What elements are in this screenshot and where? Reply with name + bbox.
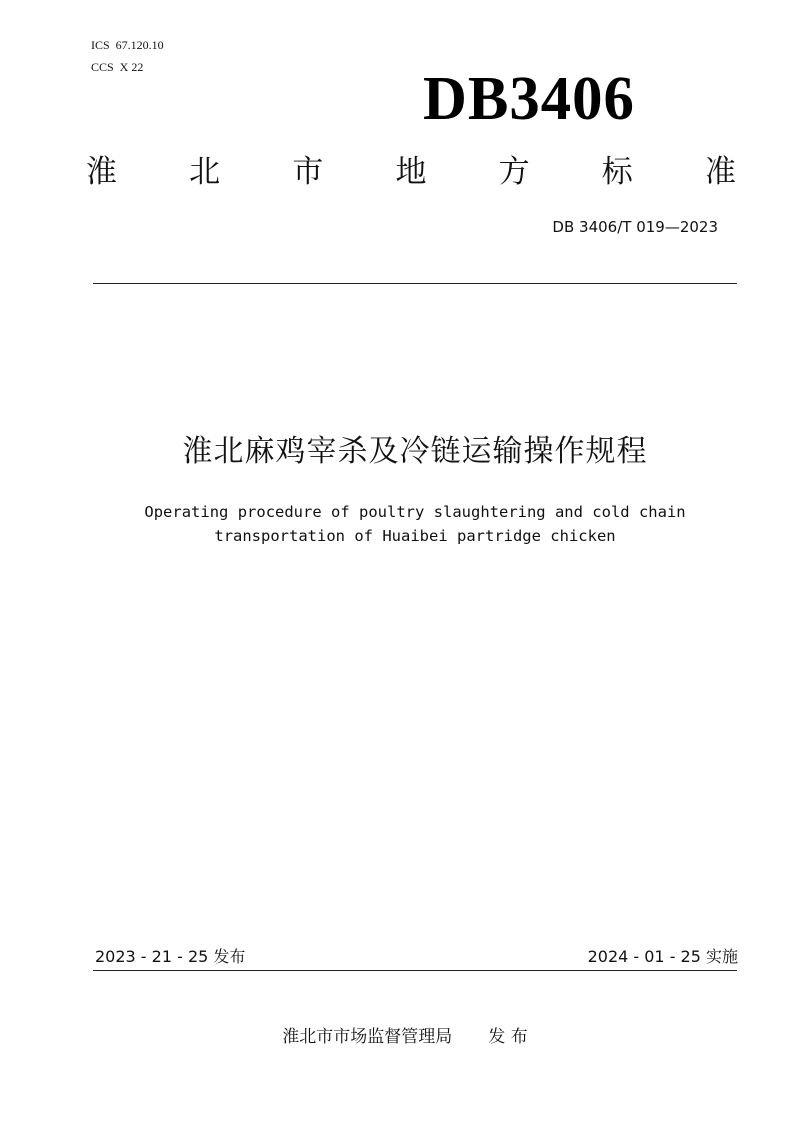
issuer-name: 淮北市市场监督管理局 (282, 1027, 453, 1047)
standard-type-char: 北 (189, 154, 221, 190)
document-title-chinese: 淮北麻鸡宰杀及冷链运输操作规程 (182, 434, 648, 469)
standard-type-char: 方 (498, 154, 530, 190)
implementation-date: 2024 - 01 - 25 实施 (587, 947, 738, 966)
header-divider (93, 283, 737, 284)
standard-type-char: 标 (601, 154, 633, 190)
issuer-action: 发 布 (488, 1027, 528, 1047)
document-title-english-line2: transportation of Huaibei partridge chicken (214, 527, 616, 545)
document-title-english-line1: Operating procedure of poultry slaughtering and cold chain (144, 503, 686, 521)
standard-type-char: 准 (704, 154, 736, 190)
footer-divider (93, 970, 737, 971)
issuer-line (0, 1025, 793, 1049)
standard-type-char: 淮 (86, 154, 117, 190)
db-logo: DB3406 (423, 65, 635, 133)
standard-type-heading (86, 152, 736, 192)
ccs-code: CCS X 22 (91, 60, 144, 74)
ics-code: ICS 67.120.10 (91, 38, 164, 52)
standard-type-char: 地 (395, 154, 427, 190)
issue-date: 2023 - 21 - 25 发布 (95, 947, 246, 966)
standard-number: DB 3406/T 019—2023 (552, 218, 718, 236)
standard-type-char: 市 (292, 154, 324, 190)
